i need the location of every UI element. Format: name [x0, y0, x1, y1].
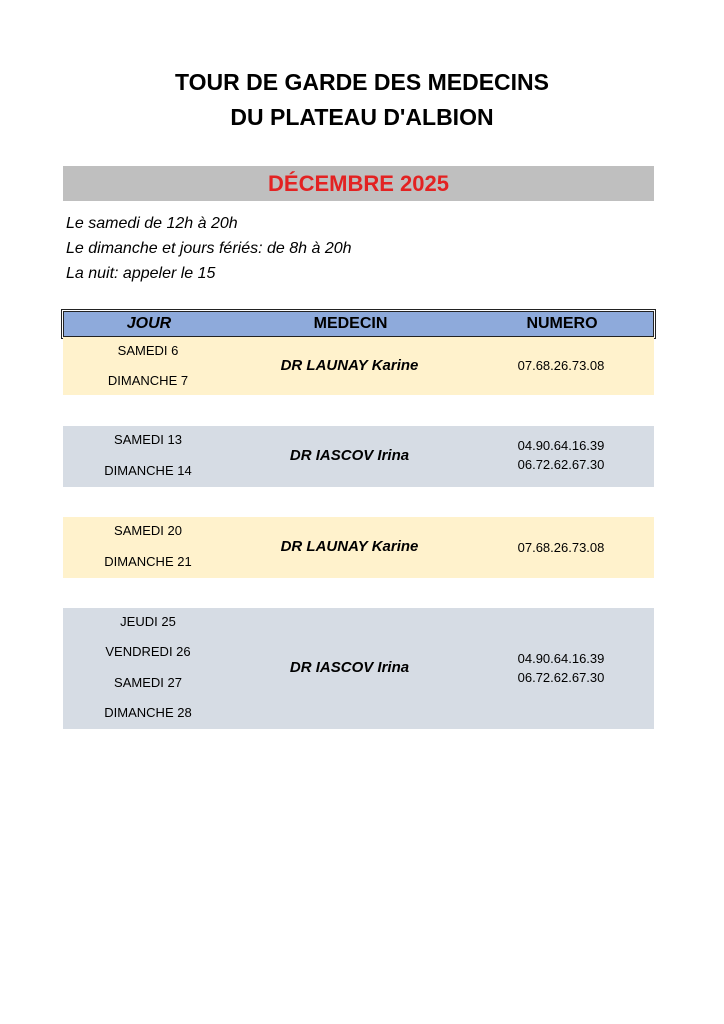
day-label: DIMANCHE 7: [107, 373, 189, 388]
day-label: DIMANCHE 14: [104, 463, 192, 478]
day-label: SAMEDI 27: [114, 675, 182, 690]
phone-number: 07.68.26.73.08: [517, 540, 605, 555]
phone-number: 06.72.62.67.30: [517, 457, 605, 472]
table-header: [61, 309, 656, 339]
table-row: [63, 608, 654, 729]
day-label: DIMANCHE 28: [104, 705, 192, 720]
info-night-note: La nuit: appeler le 15: [66, 265, 216, 282]
day-label: SAMEDI 20: [114, 523, 182, 538]
info-sunday-hours: Le dimanche et jours fériés: de 8h à 20h: [66, 240, 352, 257]
day-label: DIMANCHE 21: [104, 554, 192, 569]
day-label: JEUDI 25: [120, 614, 176, 629]
table-row: [63, 517, 654, 578]
column-header-numero: NUMERO: [526, 315, 598, 332]
page-title-line-1: TOUR DE GARDE DES MEDECINS: [174, 69, 549, 95]
doctor-name: DR LAUNAY Karine: [280, 357, 419, 374]
phone-number: 06.72.62.67.30: [517, 670, 605, 685]
phone-number: 04.90.64.16.39: [517, 438, 605, 453]
day-label: SAMEDI 13: [114, 432, 182, 447]
table-row: [63, 337, 654, 395]
phone-number: 07.68.26.73.08: [517, 358, 605, 373]
info-saturday-hours: Le samedi de 12h à 20h: [66, 215, 238, 232]
day-label: VENDREDI 26: [105, 644, 191, 659]
column-header-jour: JOUR: [126, 315, 172, 332]
doctor-name: DR IASCOV Irina: [289, 447, 410, 464]
column-header-medecin: MEDECIN: [313, 315, 388, 332]
table-row: [63, 426, 654, 487]
day-label: SAMEDI 6: [117, 343, 179, 358]
phone-number: 04.90.64.16.39: [517, 651, 605, 666]
doctor-name: DR LAUNAY Karine: [280, 538, 419, 555]
month-heading: DÉCEMBRE 2025: [63, 166, 654, 201]
page-title-line-2: DU PLATEAU D'ALBION: [230, 104, 494, 130]
doctor-name: DR IASCOV Irina: [289, 659, 410, 676]
